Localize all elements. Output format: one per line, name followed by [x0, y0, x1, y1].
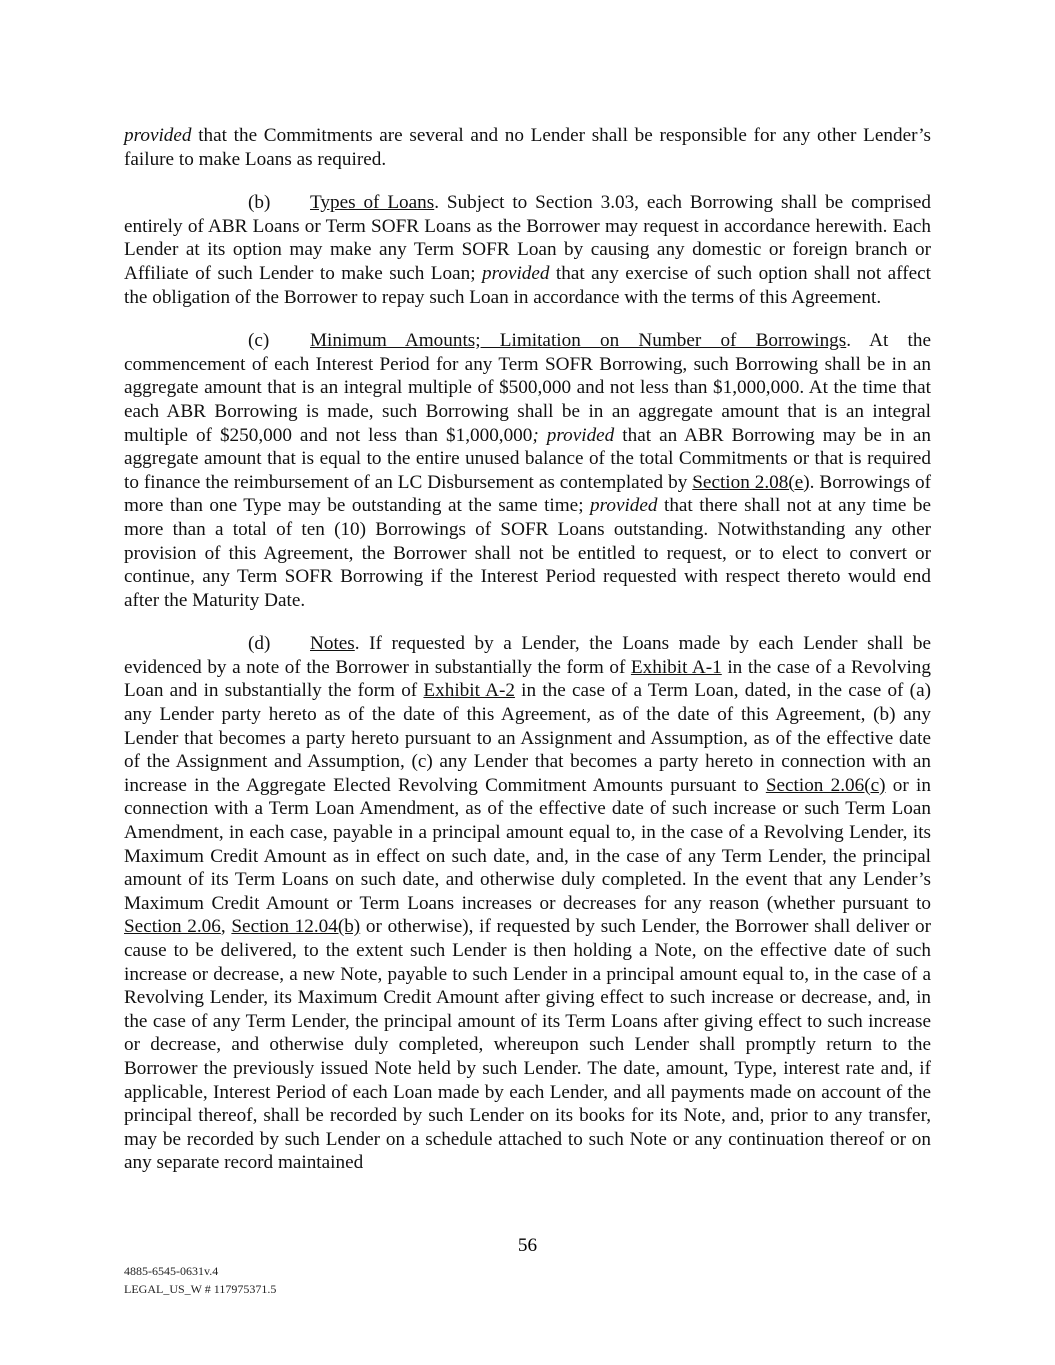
section-reference: Section 2.06: [124, 916, 221, 938]
paragraph-label: (b): [248, 192, 271, 214]
provided-term: provided: [590, 495, 658, 517]
paragraph-text: that the Commitments are several and no Lender shall be responsible for any other Lender’s failure to make Loans as required.: [124, 125, 931, 170]
page-number: 56: [517, 1235, 538, 1256]
paragraph-text: . At the commencement of each Interest Period for any Term SOFR Borrowing, such Borrowing shall be in an aggregate amount that is an integral multiple of $500,000 and not less than $1,000,000. At the time that each ABR Borrowing is made, such Borrowing shall be in an aggregate amount that is an integral multiple of $250,000 and not less than $1,000,000: [124, 330, 931, 446]
exhibit-reference: Exhibit A-2: [423, 680, 515, 702]
footer-doc-id: 4885-6545-0631v.4: [124, 1264, 219, 1278]
paragraph-a-continuation: [124, 124, 931, 171]
paragraph-text: or in connection with a Term Loan Amendment, as of the effective date of such increase or such Term Loan Amendment, in each case, payable in a principal amount equal to, in the case of a Revolving Lender, its Maximum Credit Amount as in effect on such date, and, in the case of any Term Lender, the principal amount of its Term Loans on such date, and otherwise duly completed. In the event that any Lender’s Maximum Credit Amount or Term Loans increases or decreases for any reason (whether pursuant to: [124, 774, 931, 914]
section-reference: Section 12.04(b): [231, 916, 361, 938]
paragraph-text: in the case of a Term Loan, dated, in the case of (a) any Lender party hereto as of the date of this Agreement, as of the date of this Agreement, (b) any Lender that becomes a party hereto pursuant to an Assignment and Assumption, as of the effective date of the Assignment and Assumption, (c) any Lender that becomes a party hereto in connection with an increase in the Aggregate Elected Revolving Commitment Amounts pursuant to: [124, 680, 931, 796]
paragraph-text: or otherwise), if requested by such Lender, the Borrower shall deliver or cause to be delivered, to the extent such Lender is then holding a Note, on the effective date of such increase or decrease, a new Note, payable to such Lender in a principal amount equal to, in the case of a Revolving Lender, its Maximum Credit Amount after giving effect to such increase or decrease, and, in the case of any Term Lender, the principal amount of its Term Loans after giving effect to such increase or decrease, and otherwise duly completed, whereupon such Lender shall promptly return to the Borrower the previously issued Note held by such Lender. The date, amount, Type, interest rate and, if applicable, Interest Period of each Loan made by each Lender, and all payments made on account of the principal thereof, shall be recorded by such Lender on its books for its Note, and, prior to any transfer, may be recorded by such Lender on a schedule attached to such Note or any continuation thereof or on any separate record maintained: [124, 916, 931, 1174]
provided-term: provided: [538, 424, 615, 446]
paragraph-text: that an ABR Borrowing may be in an aggregate amount that is equal to the entire unused balance of the total Commitments or that is required to finance the reimbursement of an LC Disbursement as contemplated by: [124, 424, 931, 493]
provided-term: provided: [482, 262, 550, 284]
section-reference: Section 2.08(e): [692, 471, 810, 493]
section-heading: Types of Loans: [310, 192, 435, 214]
paragraph-text: that there shall not at any time be more than a total of ten (10) Borrowings of SOFR Loans outstanding. Notwithstanding any other provision of this Agreement, the Borrower shall not be entitled to request, or to elect to convert or continue, any Term SOFR Borrowing if the Interest Period requested with respect thereto would end after the Maturity Date.: [124, 495, 931, 611]
punctuation: ;: [532, 424, 539, 446]
footer-legal-id: LEGAL_US_W # 117975371.5: [124, 1282, 277, 1296]
paragraph-text: . Subject to Section 3.03, each Borrowing shall be comprised entirely of ABR Loans or Term SOFR Loans as the Borrower may request in accordance herewith. Each Lender at its option may make any Term SOFR Loan by causing any domestic or foreign branch or Affiliate of such Lender to make such Loan;: [124, 192, 931, 284]
paragraph-d: [124, 632, 931, 1175]
section-reference: Section 2.06(c): [765, 774, 886, 796]
section-heading: Notes: [310, 633, 355, 655]
document-body: [124, 124, 931, 1195]
paragraph-text: . If requested by a Lender, the Loans made by each Lender shall be evidenced by a note of the Borrower in substantially the form of: [124, 633, 931, 678]
paragraph-label: (d): [248, 633, 271, 655]
document-footer: [124, 1262, 276, 1298]
paragraph-b: [124, 191, 931, 309]
paragraph-label: (c): [248, 330, 270, 352]
exhibit-reference: Exhibit A-1: [630, 656, 722, 678]
paragraph-c: [124, 329, 931, 612]
section-heading: Minimum Amounts; Limitation on Number of Borrowings: [310, 330, 847, 352]
punctuation: ,: [220, 916, 232, 938]
paragraph-text: . Borrowings of more than one Type may be outstanding at the same time;: [124, 471, 931, 517]
paragraph-text: in the case of a Revolving Loan and in substantially the form of: [124, 656, 931, 702]
provided-term: provided: [124, 125, 192, 146]
paragraph-text: that any exercise of such option shall not affect the obligation of the Borrower to repay such Loan in accordance with the terms of this Agreement.: [124, 262, 931, 308]
